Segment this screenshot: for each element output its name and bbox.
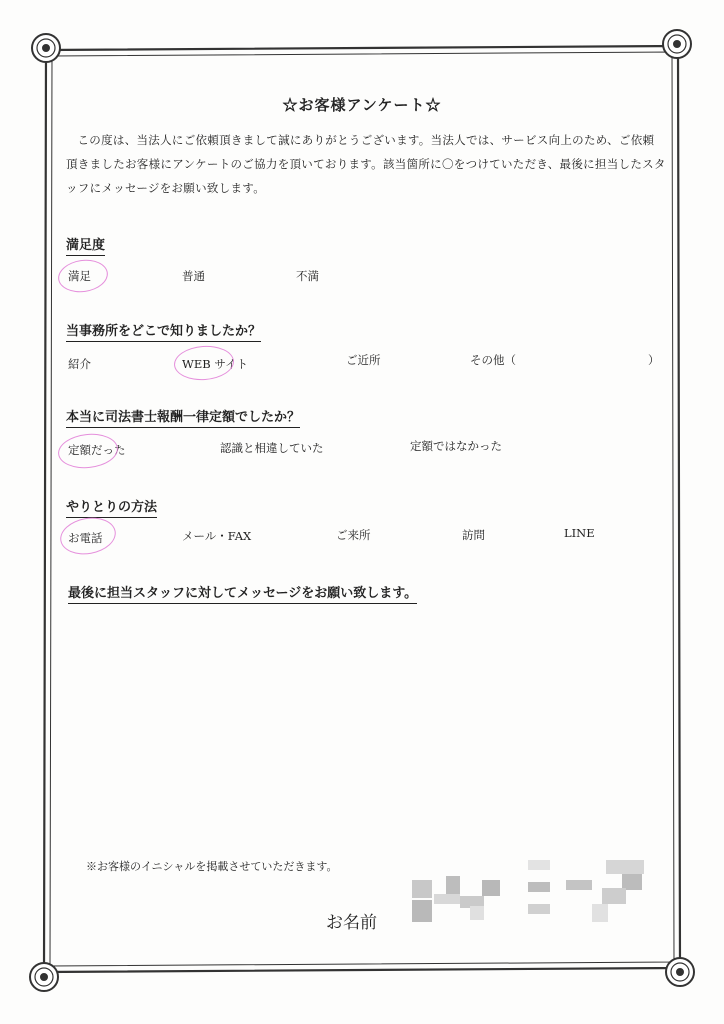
option-phone[interactable]: お電話: [68, 531, 103, 545]
option-email-fax[interactable]: メール・FAX: [182, 529, 252, 543]
message-area[interactable]: [68, 612, 658, 842]
corner-ornament-tl: [32, 34, 60, 62]
option-neutral[interactable]: 普通: [182, 269, 205, 283]
intro-paragraph: この度は、当法人にご依頼頂きまして誠にありがとうございます。当法人では、サービス向上のため、ご依頼頂きましたお客様にアンケートのご協力を頂いております。該当箇所に〇をつけていただき、最後に担当したスタッフにメッセージをお願い致します。: [66, 133, 666, 195]
option-not-fixed[interactable]: 定額ではなかった: [410, 439, 502, 453]
corner-ornament-bl: [30, 963, 58, 991]
satisfaction-heading: 満足度: [66, 234, 105, 256]
option-other[interactable]: その他（: [470, 353, 516, 367]
initials-note: ※お客様のイニシャルを掲載させていただきます。: [86, 860, 338, 873]
message-heading: 最後に担当スタッフに対してメッセージをお願い致します。: [68, 582, 417, 604]
option-neighborhood[interactable]: ご近所: [346, 353, 381, 367]
option-website[interactable]: WEB サイト: [182, 357, 249, 371]
name-label: お名前: [326, 913, 377, 933]
option-fixed-fee[interactable]: 定額だった: [68, 443, 126, 457]
option-referral[interactable]: 紹介: [68, 357, 91, 371]
option-unsatisfied[interactable]: 不満: [296, 269, 319, 283]
corner-ornament-tr: [663, 30, 691, 58]
fixed-fee-heading: 本当に司法書士報酬一律定額でしたか？: [66, 406, 300, 428]
option-line[interactable]: LINE: [564, 526, 595, 540]
option-visit-office[interactable]: ご来所: [336, 528, 371, 542]
communication-heading: やりとりの方法: [66, 496, 157, 518]
survey-title: ☆お客様アンケート☆: [282, 96, 442, 114]
referral-heading: 当事務所をどこで知りましたか？: [66, 320, 261, 342]
option-satisfied[interactable]: 満足: [68, 269, 91, 283]
option-other-close-paren: ）: [648, 353, 660, 367]
option-home-visit[interactable]: 訪問: [462, 528, 485, 542]
corner-ornament-br: [666, 958, 694, 986]
option-differed[interactable]: 認識と相違していた: [220, 441, 324, 455]
